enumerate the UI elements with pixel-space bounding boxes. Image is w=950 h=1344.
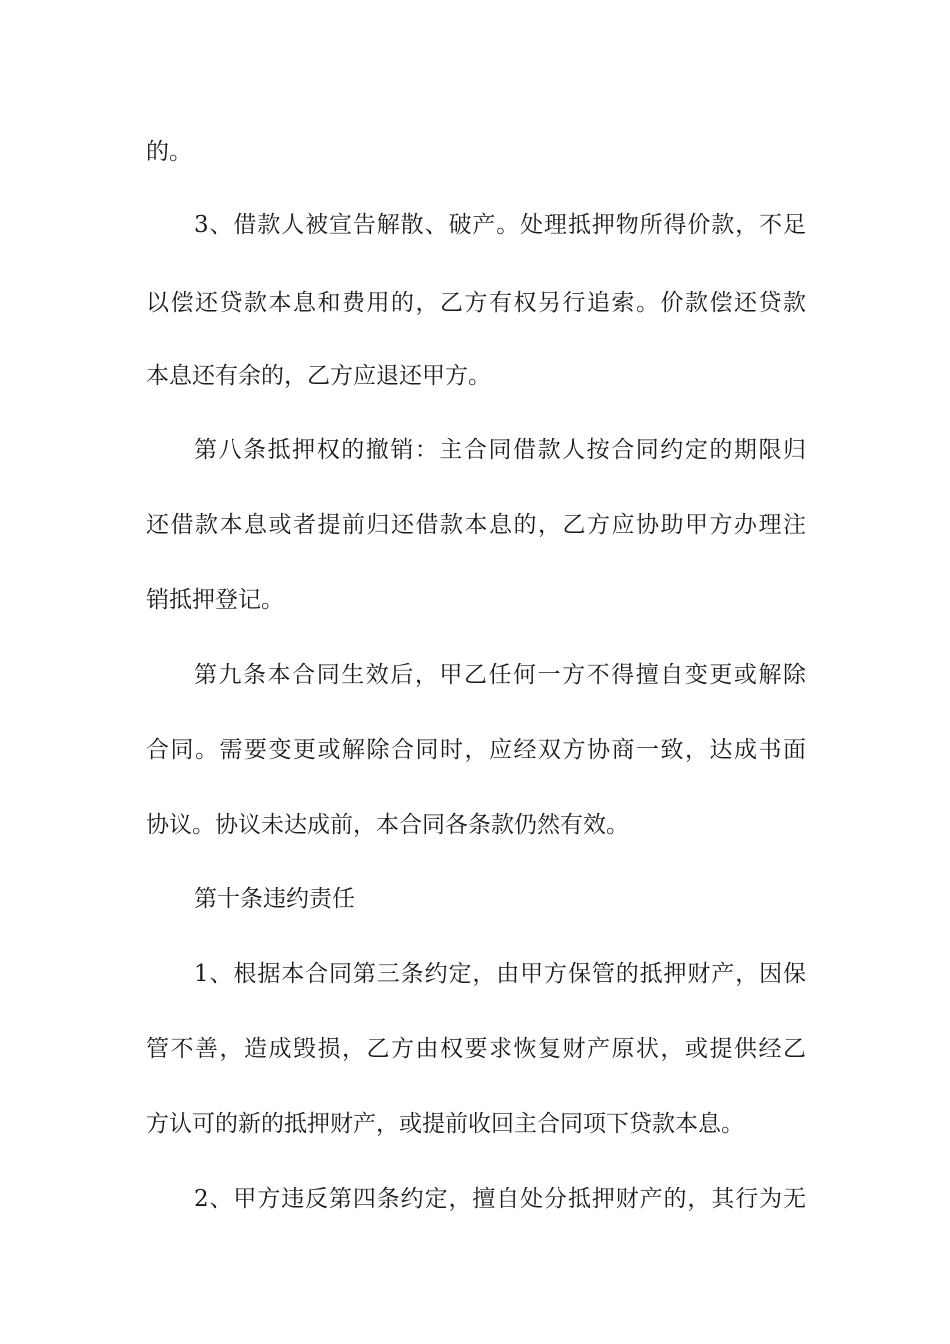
- text-line: 2、甲方违反第四条约定，擅自处分抵押财产的，其行为无: [194, 1186, 806, 1212]
- text-line: 第九条本合同生效后，甲乙任何一方不得擅自变更或解除: [194, 662, 806, 688]
- text-line: 以偿还贷款本息和费用的，乙方有权另行追索。价款偿还贷款: [146, 290, 806, 316]
- text-line: 本息还有余的，乙方应退还甲方。: [146, 363, 491, 389]
- text-line: 管不善，造成毁损，乙方由权要求恢复财产原状，或提供经乙: [146, 1036, 806, 1062]
- text-line: 3、借款人被宣告解散、破产。处理抵押物所得价款，不足: [194, 212, 806, 238]
- text-line: 方认可的新的抵押财产，或提前收回主合同项下贷款本息。: [146, 1111, 744, 1137]
- text-line: 合同。需要变更或解除合同时，应经双方协商一致，达成书面: [146, 737, 806, 763]
- text-line: 还借款本息或者提前归还借款本息的，乙方应协助甲方办理注: [146, 512, 806, 538]
- text-line: 1、根据本合同第三条约定，由甲方保管的抵押财产，因保: [194, 961, 806, 987]
- section-heading: 第十条违约责任: [194, 886, 355, 912]
- text-line: 销抵押登记。: [146, 587, 284, 613]
- text-line: 第八条抵押权的撤销：主合同借款人按合同约定的期限归: [194, 437, 806, 463]
- text-line: 协议。协议未达成前，本合同各条款仍然有效。: [146, 812, 629, 838]
- text-line: 的。: [146, 139, 192, 165]
